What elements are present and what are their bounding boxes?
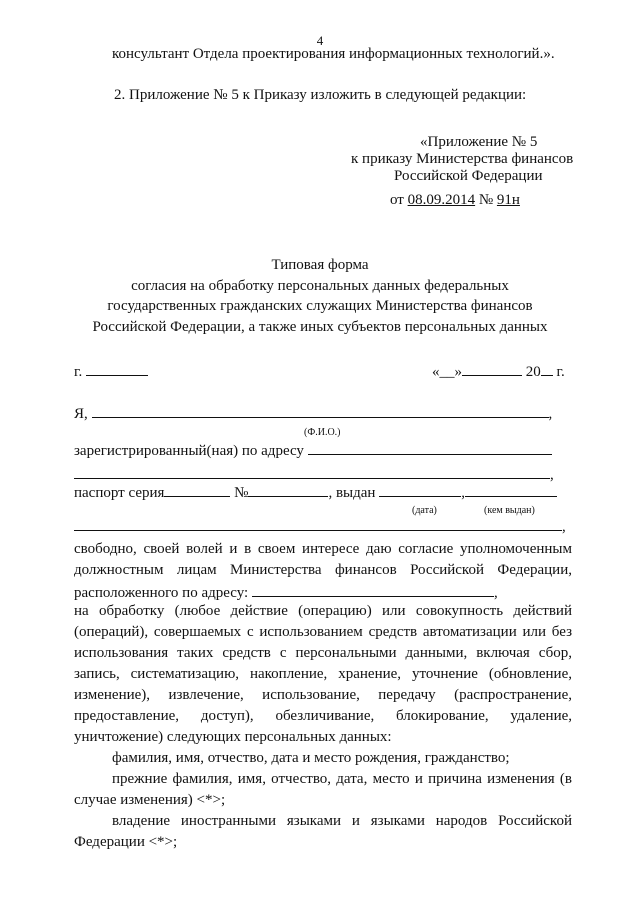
name-row	[74, 403, 552, 423]
passport-label: паспорт серия	[74, 485, 165, 501]
city-label: г.	[74, 364, 83, 380]
appendix-line3: Российской Федерации	[394, 168, 543, 184]
issuer-field[interactable]	[465, 482, 557, 497]
body-line-2: должностным лицам Министерства финансов Российской Федерации,	[74, 562, 572, 578]
passport-number-field[interactable]	[248, 482, 328, 497]
appendix-date-line	[390, 191, 520, 209]
appendix-number: 91н	[496, 192, 520, 208]
address-field-2[interactable]	[74, 464, 550, 479]
body-line-6: запись, систематизацию, накопление, хранение, уточнение (обновление,	[74, 666, 572, 682]
month-field[interactable]	[462, 361, 522, 376]
issued-label: , выдан	[328, 485, 376, 501]
number-prefix: №	[475, 192, 497, 208]
body-line-7: изменение), извлечение, использование, передачу (распространение,	[74, 687, 572, 703]
body-line-9: уничтожение) следующих персональных данных:	[74, 729, 392, 745]
registered-label: зарегистрированный(ная) по адресу	[74, 443, 304, 459]
location-field[interactable]	[252, 582, 494, 597]
date-prefix: от	[390, 192, 408, 208]
fio-field[interactable]	[92, 403, 549, 418]
body-line-8: предоставление, доступ), обезличивание, блокирование, удаление,	[74, 708, 572, 724]
fio-hint: (Ф.И.О.)	[304, 427, 341, 438]
date-hint: (дата)	[412, 505, 437, 516]
list-item-1: фамилия, имя, отчество, дата и место рождения, гражданство;	[112, 750, 510, 766]
address-comma: ,	[550, 467, 554, 483]
appendix-line2: к приказу Министерства финансов	[351, 151, 574, 167]
body-line-5: использования таких средств с персональными данными, включая сбор,	[74, 645, 572, 661]
fio-comma: ,	[548, 406, 553, 422]
list-item-2-line2: случае изменения) <*>;	[74, 792, 226, 808]
passport-series-field[interactable]	[164, 482, 230, 497]
form-title-line2: согласия на обработку персональных данных федеральных	[131, 278, 509, 294]
located-label: расположенного по адресу:	[74, 585, 249, 601]
body-line-4: (операций), совершаемых с использованием средств автоматизации или без	[74, 624, 572, 640]
address-row-2	[74, 464, 554, 484]
item-2-text: 2. Приложение № 5 к Приказу изложить в следующей редакции:	[114, 87, 527, 103]
ya-label: Я,	[74, 406, 88, 422]
day-field[interactable]: «__»	[432, 364, 462, 380]
page-number: 4	[316, 33, 324, 48]
list-item-3-line2: Федерации <*>;	[74, 834, 178, 850]
registration-row	[74, 440, 552, 460]
passport-number-label: №	[234, 485, 249, 501]
list-item-3-line1: владение иностранными языками и языками народов Российской	[112, 813, 572, 829]
body-line-3: на обработку (любое действие (операцию) или совокупность действий	[74, 603, 572, 619]
passport-row	[74, 482, 557, 502]
issuer-comma: ,	[562, 519, 566, 535]
form-title-line3: государственных гражданских служащих Министерства финансов	[107, 298, 533, 314]
city-field[interactable]	[86, 361, 148, 376]
form-title-line1: Типовая форма	[271, 257, 369, 273]
date-row	[432, 361, 565, 381]
appendix-line1: «Приложение № 5	[420, 134, 538, 150]
issue-comma: ,	[461, 485, 465, 501]
city-row	[74, 361, 148, 381]
year-field[interactable]	[541, 361, 553, 376]
location-row	[74, 582, 498, 602]
list-item-2-line1: прежние фамилия, имя, отчество, дата, место и причина изменения (в	[112, 771, 572, 787]
issuer-row-2	[74, 516, 566, 536]
appendix-date: 08.09.2014	[407, 192, 476, 208]
year-suffix: г.	[556, 364, 565, 380]
top-line: консультант Отдела проектирования информационных технологий.».	[112, 46, 555, 62]
body-line-1: свободно, своей волей и в своем интересе даю согласие уполномоченным	[74, 541, 572, 557]
form-title-line4: Российской Федерации, а также иных субъектов персональных данных	[92, 319, 548, 335]
location-comma: ,	[493, 585, 498, 601]
year-label: 20	[525, 364, 541, 380]
issuer-hint: (кем выдан)	[484, 505, 535, 516]
issuer-field-2[interactable]	[74, 516, 562, 531]
issue-date-field[interactable]	[379, 482, 461, 497]
address-field-1[interactable]	[308, 440, 552, 455]
